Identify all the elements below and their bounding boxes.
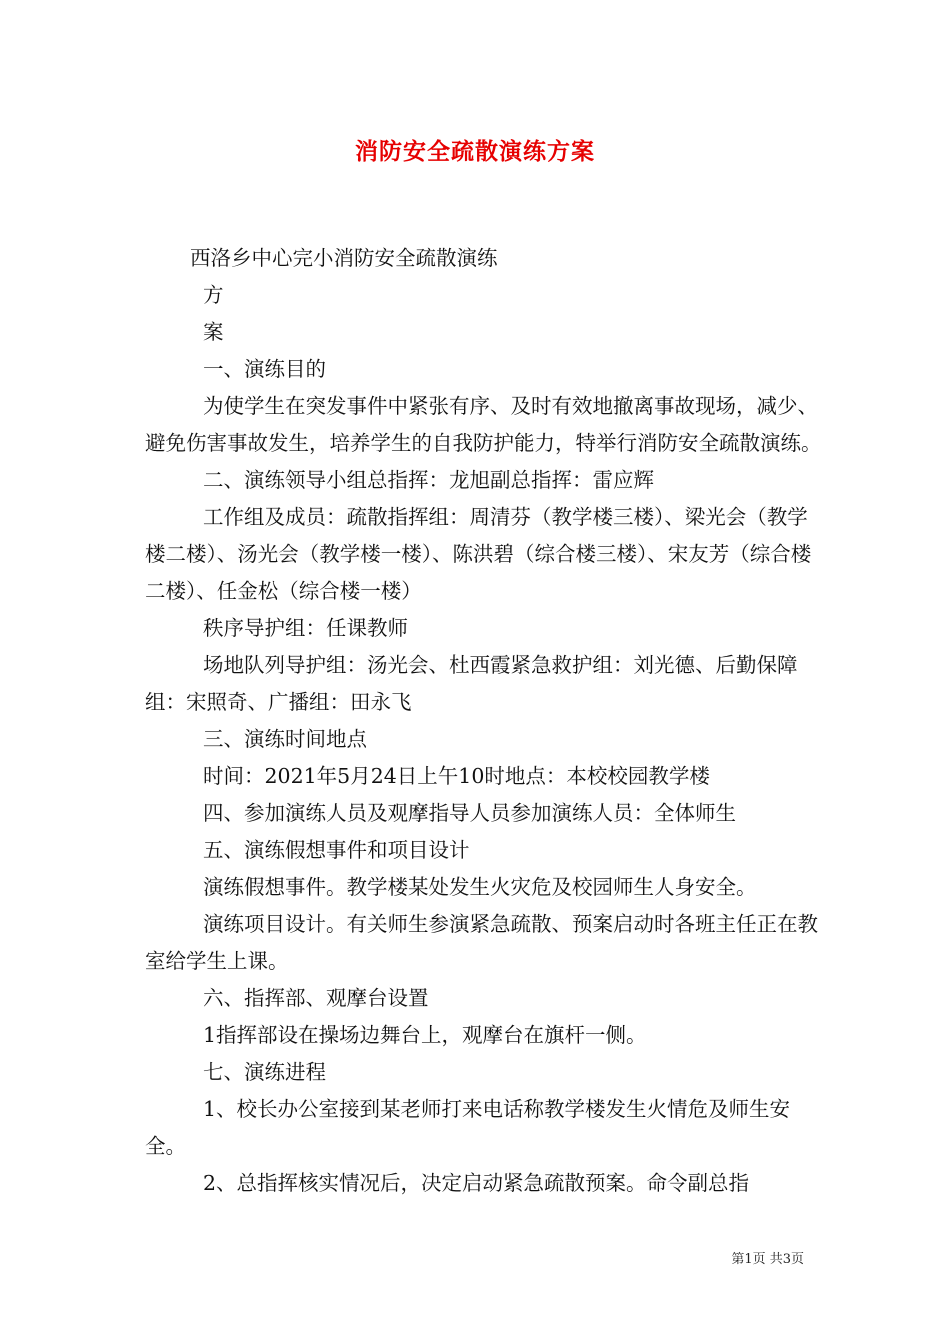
paragraph: 时间：2021年5月24日上午10时地点：本校校园教学楼 (203, 764, 710, 788)
paragraph: 四、参加演练人员及观摩指导人员参加演练人员：全体师生 (203, 801, 736, 825)
subtitle-char-1: 方 (203, 283, 224, 307)
paragraph: 场地队列导护组：汤光会、杜西霞紧急救护组：刘光德、后勤保障组：宋照奇、广播组：田永飞 (145, 653, 798, 714)
paragraph: 二、演练领导小组总指挥：龙旭副总指挥：雷应辉 (203, 468, 654, 492)
paragraph: 为使学生在突发事件中紧张有序、及时有效地撤离事故现场，减少、避免伤害事故发生，培养学生的自我防护能力，特举行消防安全疏散演练。 (145, 394, 822, 455)
paragraph: 工作组及成员：疏散指挥组：周清芬（教学楼三楼）、梁光会（教学楼二楼）、汤光会（教学楼一楼）、陈洪碧（综合楼三楼）、宋友芳（综合楼二楼）、任金松（综合楼一楼） (145, 505, 812, 603)
section-heading: 六、指挥部、观摩台设置 (203, 986, 429, 1010)
page-footer: 第1页 共3页 (731, 1252, 804, 1267)
paragraph: 演练假想事件。教学楼某处发生火灾危及校园师生人身安全。 (203, 875, 757, 899)
section-heading: 七、演练进程 (203, 1060, 326, 1084)
paragraph: 秩序导护组：任课教师 (203, 616, 408, 640)
paragraph: 1指挥部设在操场边舞台上，观摩台在旗杆一侧。 (203, 1023, 647, 1047)
subtitle-line: 西洛乡中心完小消防安全疏散演练 (190, 246, 498, 270)
section-heading: 三、演练时间地点 (203, 727, 367, 751)
section-heading: 一、演练目的 (203, 357, 326, 381)
paragraph: 演练项目设计。有关师生参演紧急疏散、预案启动时各班主任正在教室给学生上课。 (145, 912, 818, 973)
paragraph: 1、校长办公室接到某老师打来电话称教学楼发生火情危及师生安全。 (145, 1097, 791, 1158)
document-title: 消防安全疏散演练方案 (355, 138, 595, 165)
section-heading: 五、演练假想事件和项目设计 (203, 838, 470, 862)
paragraph: 2、总指挥核实情况后，决定启动紧急疏散预案。命令副总指 (203, 1171, 750, 1195)
subtitle-char-2: 案 (203, 320, 224, 344)
document-body (145, 240, 825, 1202)
